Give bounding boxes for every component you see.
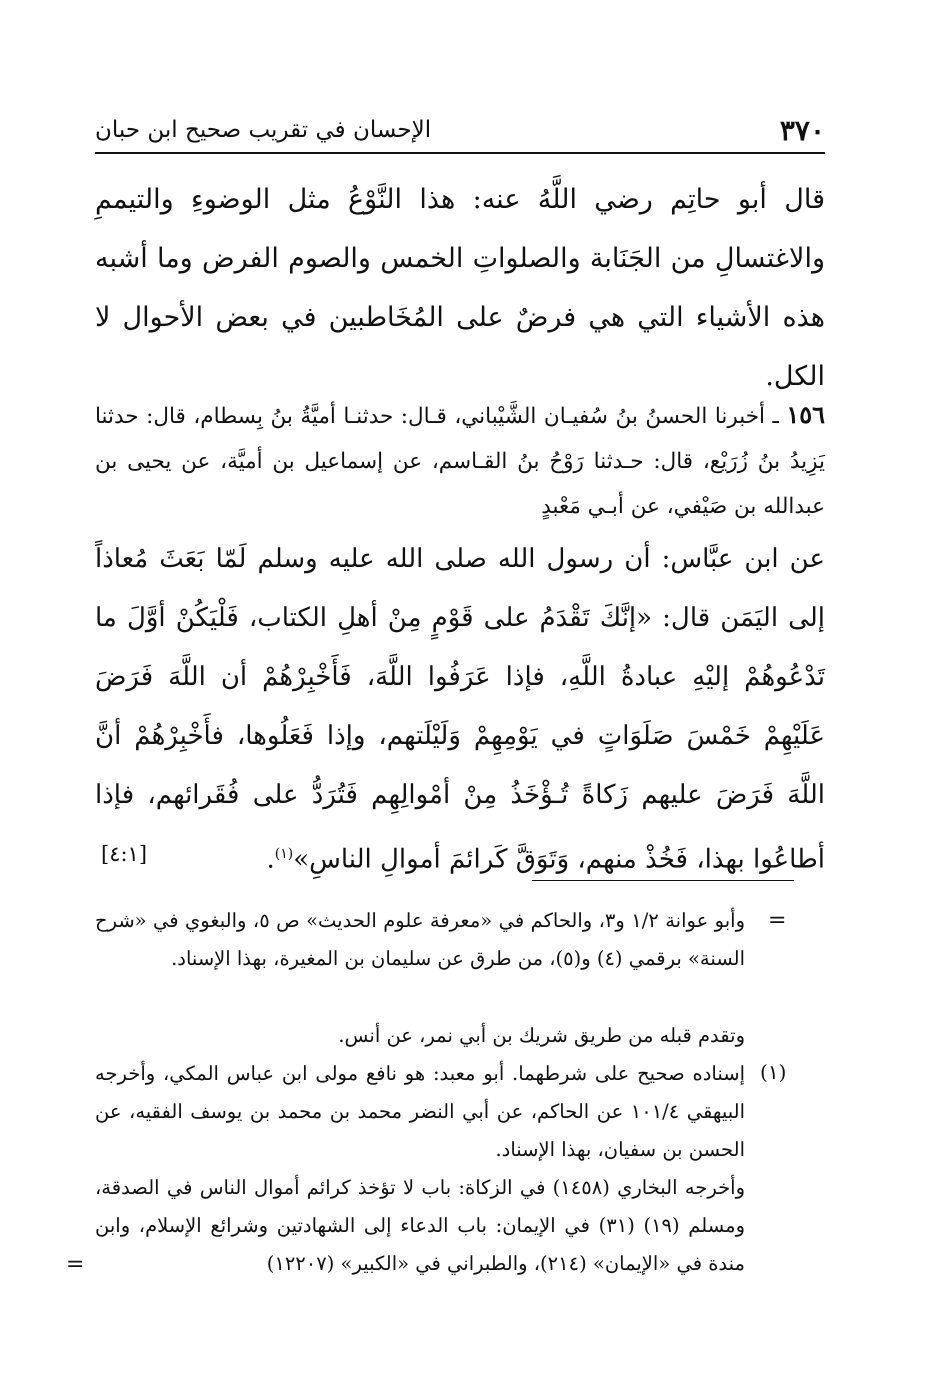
footnote-rule [532, 880, 794, 881]
hadith-isnad [95, 392, 825, 529]
hadith-matn: عن ابن عبَّاس: أن رسول الله صلى الله عليه وسلم لَمّا بَعَثَ مُعاذاً إلى اليَمَن قال: «إنَّكَ تَقْدَمُ على قَوْمٍ مِنْ أهلِ الكتاب، فَلْيَكُنْ أوَّلَ ما تَدْعُوهُمْ إليْهِ عبادةُ اللَّهِ، فإذا عَرَفُوا اللَّهَ، فَأَخْبِرْهُمْ أن اللَّهَ فَرَضَ عَلَيْهِمْ خَمْسَ صَلَوَاتٍ في يَوْمِهِمْ وَلَيْلَتهم، وإذا فَعَلُوها، فأَخْبِرْهُمْ أنَّ اللَّهَ فَرَضَ عليهم زَكاةً تُـؤْخَذُ مِنْ أمْوالِهِم فَتُرَدُّ على فُقَرائهم، فإذا أطاعُوا بهذا، فَخُذْ منهم، وَتَوَقَّ كَرائمَ أموالِ الناسِ»$^{(١)}$. [٤:١] [95, 530, 825, 890]
page-number: ٣٧٠ [779, 113, 825, 147]
footnote-1: إسناده صحيح على شرطهما. أبو معبد: هو نافع مولى ابن عباس المكي، وأخرجه البيهقي ١٠١/٤ عن الحاكم، عن أبي النضر محمد بن محمد بن يوسف الفقيه، عن الحسن بن سفيان، بهذا الإسناد. [95, 1062, 745, 1161]
continuation-mark: = [768, 908, 787, 933]
footnote-continuation: وأبو عوانة ١/٢ و٣، والحاكم في «معرفة علوم الحديث» ص ٥، والبغوي في «شرح السنة» برقمي (٤) و(٥)، من طرق عن سليمان بن المغيرة، بهذا الإسناد. [95, 909, 745, 970]
page-header [95, 108, 825, 152]
header-rule [95, 152, 825, 154]
end-continuation-mark: = [66, 1252, 85, 1277]
footnote-marker: (١) [274, 846, 294, 862]
paragraph-abu-hatim: قال أبو حاتِم رضي اللَّهُ عنه: هذا النَّوْعُ مثل الوضوءِ والتيممِ والاغتسالِ من الجَنَابة والصلواتِ الخمس والصوم الفرض وما أشبه هذه الأشياء التي هي فرضٌ على المُخَاطبين في بعض الأحوال لا الكل. [95, 184, 825, 392]
hadith-number: ١٥٦ [786, 400, 825, 429]
isnad-text: ـ أخبرنا الحسنُ بنُ سُفيـان الشَّيْباني، قـال: حدثنـا أميَّةُ بنُ بِسطام، قال: حدثنا يَزِيدُ بنُ زُرَيْع، قال: حـدثنا رَوْحُ بنُ القـاسم، عن إسماعيل بن أميَّة، عن يحيى بن عبدالله بن صَيْفي، عن أبـي مَعْبدٍ [95, 404, 825, 519]
footnote-continuation-2: وتقدم قبله من طريق شريك بن أبي نمر، عن أنس. [338, 1024, 745, 1047]
book-title: الإحسان في تقريب صحيح ابن حبان [95, 117, 432, 143]
footnote-number: (١) [760, 1060, 787, 1084]
reference-label: [٤:١] [101, 842, 148, 866]
matn-text: عن ابن عبَّاس: أن رسول الله صلى الله عليه وسلم لَمّا بَعَثَ مُعاذاً إلى اليَمَن قال: «إنَّكَ تَقْدَمُ على قَوْمٍ مِنْ أهلِ الكتاب، فَلْيَكُنْ أوَّلَ ما تَدْعُوهُمْ إليْهِ عبادةُ اللَّهِ، فإذا عَرَفُوا اللَّهَ، فَأَخْبِرْهُمْ أن اللَّهَ فَرَضَ عَلَيْهِمْ خَمْسَ صَلَوَاتٍ في يَوْمِهِمْ وَلَيْلَتهم، وإذا فَعَلُوها، فأَخْبِرْهُمْ أنَّ اللَّهَ فَرَضَ عليهم زَكاةً تُـؤْخَذُ مِنْ أمْوالِهِم فَتُرَدُّ على فُقَرائهم، فإذا أطاعُوا بهذا، فَخُذْ منهم، وَتَوَقَّ كَرائمَ أموالِ الناسِ» [95, 544, 825, 875]
footnote-1-continued: وأخرجه البخاري (١٤٥٨) في الزكاة: باب لا تؤخذ كرائم أموال الناس في الصدقة، ومسلم (١٩) (٣١) في الإيمان: باب الدعاء إلى الشهادتين وشرائع الإسلام، وابن مندة في «الإيمان» (٢١٤)، والطبراني في «الكبير» (١٢٢٠٧) [95, 1176, 746, 1275]
